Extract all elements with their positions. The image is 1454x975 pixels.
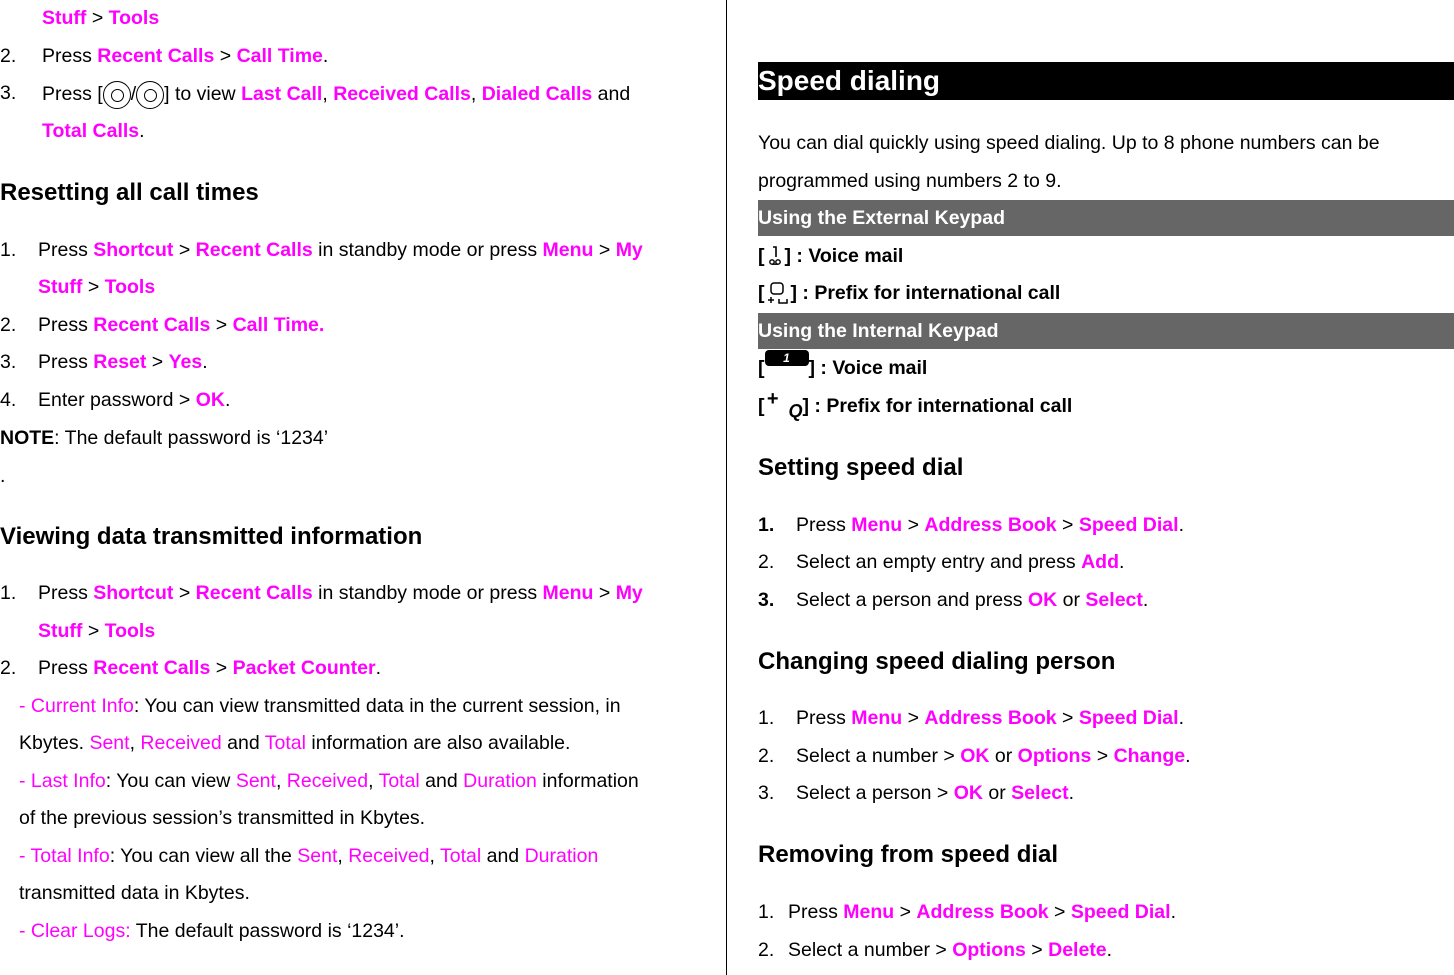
change-step-3 (758, 781, 1075, 805)
setting-step-3 (758, 588, 1149, 612)
menu-ref: Delete (1048, 939, 1107, 961)
external-keypad-bar: Using the External Keypad (758, 200, 1454, 236)
section-title-speed-dialing: Speed dialing (758, 62, 1454, 100)
menu-ref: Packet Counter (232, 657, 376, 679)
last-info (19, 769, 639, 793)
column-divider (726, 0, 727, 975)
text: or (982, 782, 1012, 804)
step-number: 3. (758, 782, 775, 804)
text: Select an empty entry and press (796, 551, 1082, 573)
menu-ref: Address Book (924, 514, 1057, 536)
separator: > (593, 239, 616, 261)
step-3 (0, 81, 631, 106)
menu-ref: Tools (104, 620, 156, 642)
menu-ref: Stuff (38, 276, 83, 298)
note (0, 426, 328, 450)
menu-ref: Last Call (241, 83, 323, 106)
menu-ref: OK (195, 389, 225, 411)
intro-line-1: You can dial quickly using speed dialing. Up to 8 phone numbers can be (758, 132, 1380, 154)
step-number: 2. (0, 45, 17, 67)
text: , (470, 83, 482, 106)
separator: > (86, 7, 109, 29)
step-number: 2. (758, 745, 775, 767)
text: . (1118, 551, 1125, 573)
menu-ref: Select (1085, 589, 1143, 611)
section-heading-viewing: Viewing data transmitted information (0, 523, 423, 550)
change-step-1 (758, 706, 1184, 730)
menu-ref: Recent Calls (195, 239, 313, 261)
view-step-1-continuation (38, 619, 155, 643)
separator: > (210, 314, 233, 336)
stray-dot: . (0, 465, 6, 487)
step-number: 3. (758, 589, 775, 611)
menu-ref: Menu (542, 239, 594, 261)
current-info-continuation (19, 731, 570, 755)
menu-ref: Total Calls (42, 120, 140, 142)
term: Total (378, 770, 420, 792)
reset-step-1 (0, 238, 643, 262)
term: Total (440, 845, 482, 867)
text: : You can view transmitted data in the current session, in (133, 695, 621, 717)
text: . (202, 351, 208, 373)
text: information are also available. (305, 732, 571, 754)
separator: > (82, 620, 105, 642)
step-3-continuation (42, 119, 145, 143)
step-number: 4. (0, 389, 17, 411)
text: . (1185, 745, 1191, 767)
text: Select a number > (796, 745, 961, 767)
term: Sent (89, 732, 130, 754)
separator: > (593, 582, 616, 604)
voicemail-key-icon (765, 245, 785, 269)
key-one-icon: 1 (765, 350, 809, 366)
step-number: 1. (758, 901, 775, 923)
internal-voicemail: [ 1 ] : Voice mail (758, 351, 928, 379)
step-number: 2. (0, 314, 17, 336)
step-number: 3. (0, 351, 17, 373)
text: ] : Voice mail (784, 245, 904, 267)
clear-logs (19, 919, 405, 943)
step-number: 3. (0, 82, 17, 104)
menu-ref: OK (953, 782, 983, 804)
text: , (129, 732, 141, 754)
reset-step-4 (0, 388, 231, 412)
step-number: 1. (758, 514, 775, 536)
separator: > (82, 276, 105, 298)
menu-ref: Options (1017, 745, 1092, 767)
reset-step-3 (0, 350, 208, 374)
text: . (322, 45, 329, 67)
view-step-1 (0, 581, 643, 605)
text: , (368, 770, 379, 792)
menu-ref: Stuff (38, 620, 83, 642)
text: Press (38, 657, 94, 679)
menu-ref: OK (960, 745, 990, 767)
text: , (275, 770, 287, 792)
menu-ref: Shortcut (93, 239, 174, 261)
external-international: [ ] : Prefix for international call (758, 282, 1061, 304)
text: . (224, 389, 231, 411)
nav-down-key-icon (136, 81, 164, 109)
text: ] : Prefix for international call (790, 282, 1061, 304)
text: . (1178, 707, 1184, 729)
text: . (1068, 782, 1075, 804)
text: . (139, 120, 145, 142)
text: in standby mode or press (312, 239, 543, 261)
text: Press (796, 707, 852, 729)
menu-ref: Stuff (42, 7, 87, 29)
term: - Total Info (19, 845, 110, 867)
menu-ref: Speed Dial (1078, 707, 1179, 729)
text: information (536, 770, 639, 792)
menu-ref: Tools (108, 7, 160, 29)
current-info (19, 694, 621, 718)
separator: > (894, 901, 917, 923)
text: Press (796, 514, 852, 536)
text: Press (788, 901, 844, 923)
text: . (375, 657, 382, 679)
text: Kbytes. (19, 732, 90, 754)
menu-ref: Received Calls (333, 83, 471, 106)
text: . (1170, 901, 1176, 923)
separator: > (173, 239, 196, 261)
note-label: NOTE (0, 427, 55, 449)
plus-key-icon (765, 282, 791, 306)
q-glyph: Q (788, 400, 803, 421)
intro-line-2: programmed using numbers 2 to 9. (758, 170, 1062, 192)
step-2 (0, 44, 329, 68)
text: and (419, 770, 464, 792)
text: Press (38, 314, 94, 336)
text: . (1106, 939, 1113, 961)
step-number: 2. (0, 657, 17, 679)
step-number: 2. (758, 939, 775, 961)
text: or (1057, 589, 1086, 611)
external-voicemail: [ ] : Voice mail (758, 245, 904, 267)
term: - Clear Logs: (19, 920, 131, 942)
term: Sent (235, 770, 276, 792)
menu-ref: Speed Dial (1078, 514, 1179, 536)
reset-step-2 (0, 313, 325, 337)
text: Press (38, 582, 94, 604)
text: . (1178, 514, 1184, 536)
text: , (429, 845, 440, 867)
text: The default password is ‘1234’. (130, 920, 405, 942)
step-number: 1. (0, 239, 17, 261)
internal-international: [ + Q ] : Prefix for international call (758, 387, 1073, 421)
menu-ref: Recent Calls (195, 582, 313, 604)
text: Press (38, 239, 94, 261)
step-continuation (42, 6, 159, 30)
text: Press (42, 45, 98, 67)
menu-ref: Menu (843, 901, 895, 923)
text: Enter password > (38, 389, 196, 411)
section-heading-removing: Removing from speed dial (758, 841, 1059, 868)
menu-ref: Recent Calls (93, 657, 211, 679)
separator: > (1056, 707, 1079, 729)
left-column (0, 0, 726, 975)
text: Select a number > (788, 939, 953, 961)
menu-ref: Add (1081, 551, 1119, 573)
term: - Current Info (19, 695, 134, 717)
nav-up-key-icon (103, 81, 131, 109)
separator: > (1091, 745, 1114, 767)
section-heading-resetting: Resetting all call times (0, 179, 259, 206)
term: - Last Info (19, 770, 106, 792)
reset-step-1-continuation (38, 275, 155, 299)
text: / (130, 83, 137, 106)
remove-step-1 (758, 900, 1176, 924)
text: Select a person > (796, 782, 954, 804)
last-info-continuation: of the previous session’s transmitted in Kbytes. (19, 807, 426, 829)
menu-ref: Options (952, 939, 1026, 961)
step-number: 1. (0, 582, 17, 604)
separator: > (902, 707, 925, 729)
text: ] to view (164, 83, 242, 106)
menu-ref: Yes (168, 351, 203, 373)
text: and (221, 732, 265, 754)
internal-keypad-bar: Using the Internal Keypad (758, 313, 1454, 349)
menu-ref: My (615, 239, 643, 261)
separator: > (1048, 901, 1071, 923)
text: , (322, 83, 334, 106)
menu-ref: Reset (93, 351, 147, 373)
menu-ref: Call Time. (232, 314, 325, 336)
total-info-continuation: transmitted data in Kbytes. (19, 882, 250, 904)
term: Received (140, 732, 222, 754)
step-number: 1. (758, 707, 775, 729)
section-heading-changing: Changing speed dialing person (758, 648, 1116, 675)
text: Press (38, 351, 94, 373)
setting-step-2 (758, 550, 1125, 574)
change-step-2 (758, 744, 1191, 768)
text: ] : Voice mail (808, 357, 928, 379)
term: Received (286, 770, 369, 792)
menu-ref: My (615, 582, 643, 604)
menu-ref: Call Time (236, 45, 323, 67)
text: Press [ (42, 83, 103, 106)
menu-ref: Menu (851, 514, 903, 536)
separator: > (146, 351, 169, 373)
menu-ref: Select (1011, 782, 1069, 804)
separator: > (902, 514, 925, 536)
remove-step-2 (758, 938, 1113, 962)
text: : You can view (105, 770, 236, 792)
menu-ref: Address Book (924, 707, 1057, 729)
text: , (337, 845, 349, 867)
separator: > (173, 582, 196, 604)
term: Duration (524, 845, 599, 867)
text: : You can view all the (109, 845, 298, 867)
menu-ref: Recent Calls (97, 45, 215, 67)
term: Sent (297, 845, 338, 867)
view-step-2 (0, 656, 382, 680)
text: in standby mode or press (312, 582, 543, 604)
separator: > (214, 45, 237, 67)
menu-ref: Shortcut (93, 582, 174, 604)
separator: > (1025, 939, 1049, 961)
setting-step-1 (758, 513, 1184, 537)
text: . (1142, 589, 1149, 611)
term: Total (264, 732, 306, 754)
term: Received (348, 845, 430, 867)
menu-ref: Menu (542, 582, 594, 604)
text: ] : Prefix for international call (802, 395, 1073, 417)
separator: > (210, 657, 233, 679)
right-column (758, 0, 1454, 975)
menu-ref: Speed Dial (1070, 901, 1171, 923)
text: and (481, 845, 525, 867)
text: and (592, 83, 631, 106)
plus-glyph: + (766, 387, 779, 410)
menu-ref: Tools (104, 276, 156, 298)
menu-ref: Recent Calls (93, 314, 211, 336)
section-heading-setting: Setting speed dial (758, 454, 964, 481)
menu-ref: OK (1027, 589, 1058, 611)
menu-ref: Dialed Calls (481, 83, 593, 106)
separator: > (1056, 514, 1079, 536)
term: Duration (463, 770, 537, 792)
total-info (19, 844, 598, 868)
menu-ref: Address Book (916, 901, 1049, 923)
text: or (989, 745, 1018, 767)
text: : The default password is ‘1234’ (54, 427, 329, 449)
text: Select a person and press (796, 589, 1028, 611)
menu-ref: Change (1113, 745, 1186, 767)
plus-q-key-icon (765, 387, 803, 421)
step-number: 2. (758, 551, 775, 573)
menu-ref: Menu (851, 707, 903, 729)
